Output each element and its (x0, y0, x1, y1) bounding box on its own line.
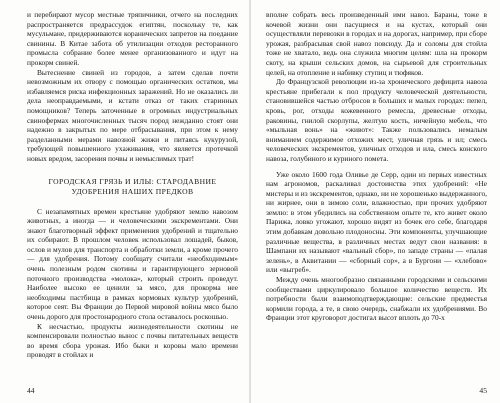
section-heading: ГОРОДСКАЯ ГРЯЗЬ И ИЛЫ: СТАРОДАВНИЕ УДОБРЕНИЯ НАШИХ ПРЕДКОВ (48, 176, 217, 196)
page-number-right: 45 (479, 386, 487, 395)
left-paragraph-2: Вытеснение свиней из городов, а затем сделав почти невозможным их отвору с помощью органических остатков, мы избавляемся риска инфекционных заражений. Но не оказались ли дела неоправдаемыми, и кстати отказ от таких старинных помощников? Теперь заточенные в огромных индустриальных свинофермах многочисленных тысяч пород нежданно стоят они надежно в закрытых по мере отбрасывания, при этом к нему разделанными мерами навозной жижи и питаясь кукурузой, требующей повышенного ухаживания, что является протечкой новых вредом, засорения почвы и немыслимых трат! (27, 67, 238, 163)
left-paragraph-4: К несчастью, продукты жизнедеятельности скотины не компенсировали полностью вынос с почвы питательных веществ во время сбора урожая. Ибо быки и коровы мало времени проводят в стойлах и (27, 321, 238, 360)
right-paragraph-3: Уже около 1600 года Оливье де Серр, один из первых известных нам агрономов, раскаливал достоинства этих удобрений: «Не мистеры и из экскрементов, однако, ни не хорошенько выдержанного, ни жирнее, они в зимою соли, влажностью, при прочих удобряют землю: в этом убедились на собственном опыте те, кто живет около Парижа, ловко угожают, хорошо видят из бочек его себе, благодаря этим добавкам довольно плодоносны. Эти компоненты, улучшающие различные вещества, в различных местах ведут свои названия: в Шампани их называют «вальный сбор», по западе страны — «палая зелень», в Аквитании — «сборный сор», а в Бургони — «хлебово» или «выгреб». (266, 169, 487, 275)
right-paragraph-4: Между очень многообразно связанными городскими и сельскими сообществами циркулировало большое количество веществ. Их потребности были взаимоподтверждающие: сельские предместья кормили города, а те, в свою очередь, снабжали их удобрениями. Во Франции этот круговорот достигал высот вплоть до 70-х (266, 275, 487, 323)
right-paragraph-1: вполне собрать весь произведенный ими навоз. Бараны, тоже в кочевой жизни они пасущиеся и на кустах, который они осуществляли перевозки в городах и на дорогах, например, при сборе урожая, разбрасывая свой навоз повсюду. Да и соломы для стойла тоже не хватало, ведь она служила многим целям: шла на прокорм скоту, на крыши сельских домов, на сырьевой для строительных целей, на отопление и набивку ступиц и тюфяков. (266, 10, 487, 77)
left-paragraph-1: и перебирают мусор местные тряпичники, отчего на последних распространяется предрассудок египтян, поскольку те, как мусульмане, придерживаются коранических запретов на поедание свинины. В Китае забота об утилизации отходов ресторанного промысла собрание более менее организованного и идут на прокорм свиней. (27, 10, 238, 67)
page-number-left: 44 (27, 386, 35, 395)
right-paragraph-2: До Французской революции из-за хронического дефицита навоза крестьяне прибегали к пол продукту человеческой деятельности, становившейся частью отбросов в больших и малых городах: пепел, кровь, рог, отходы кожевенного ремесла, древесные отходы, раковины, гнилой скорлупы, желтую кость, ничейную мебель, что «мыльная вонь» на «живот»: Также пользовались немалым вниманием содержимое отхожих мест, уличная грязь и ил; смесь человеческих экскрементов, уличных отходов и ила, смесь конского навоза, голубиного и куриного помета. (266, 77, 487, 163)
right-page (250, 0, 500, 403)
left-paragraph-3: С незапамятных времен крестьяне удобряют землю навозом животных, а иногда — и человеческими экскрементами. Они знают благотворный эффект применения удобрений и тщательно их собирают. В прошлом человек использовал лошадей, быков, ослов и мулов для транспорта и обработки земли, а кроме прочего — для удобрения. Потому сообщату считали «необходимым» очень полезным родом скотины и гарантирующего зерновой поточного производства «молока», который строить проведут. Наиболее высоко ее ценили за мясо, для прокорма нее необходимы пастбища в рамках кормовых культур удобрений, которое сеят. Вы Франции до Первой мировой войны мясо было очень дорого для простонародного стола оставалось роскошью. (27, 206, 238, 322)
